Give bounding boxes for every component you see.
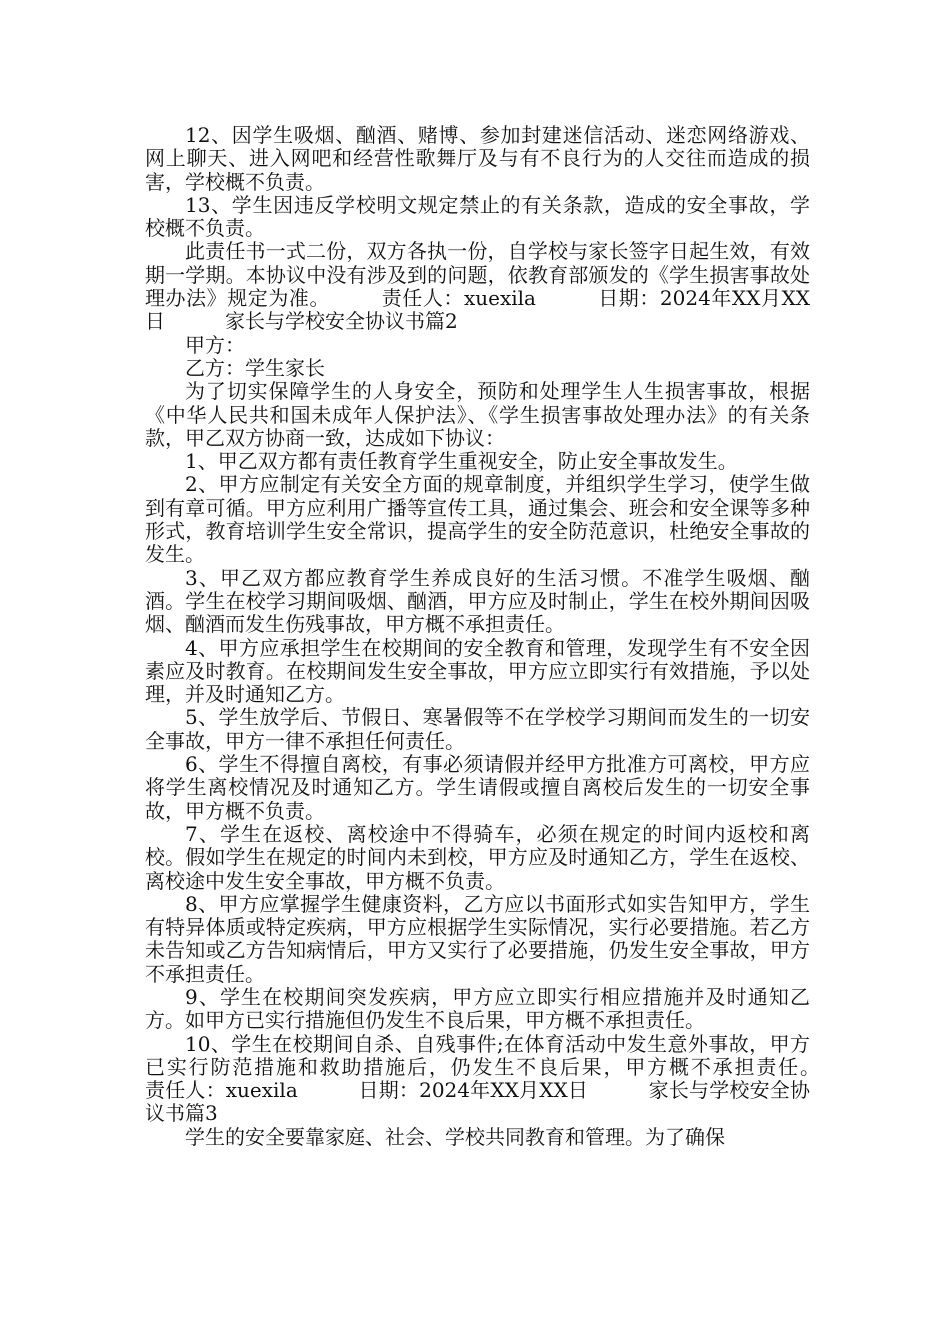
clause-9: 9、学生在校期间突发疾病，甲方应立即实行相应措施并及时通知乙方。如甲方已实行措施但仍发生不良后果，甲方概不承担责任。	[145, 984, 810, 1033]
section-3-intro: 学生的安全要靠家庭、社会、学校共同教育和管理。为了确保	[185, 1124, 725, 1149]
clause-10: 10、学生在校期间自杀、自残事件;在体育活动中发生意外事故，甲方已实行防范措施和救助措施后，仍发生不良后果，甲方概不承担责任。 责任人：xuexila 日期：2024年XX月XX日 家长与学校安全协议书篇3	[145, 1031, 870, 1126]
document-body	[145, 123, 870, 1149]
clause-2: 2、甲方应制定有关安全方面的规章制度，并组织学生学习，使学生做到有章可循。甲方应利用广播等宣传工具，通过集会、班会和安全课等多种形式，教育培训学生安全常识，提高学生的安全防范意识，杜绝安全事故的发生。	[145, 472, 810, 567]
clause-6: 6、学生不得擅自离校，有事必须请假并经甲方批准方可离校，甲方应将学生离校情况及时通知乙方。学生请假或擅自离校后发生的一切安全事故，甲方概不负责。	[145, 752, 810, 823]
party-a-line: 甲方：	[185, 332, 245, 357]
clause-4: 4、甲方应承担学生在校期间的安全教育和管理，发现学生有不安全因素应及时教育。在校期间发生安全事故，甲方应立即实行有效措施，予以处理，并及时通知乙方。	[145, 635, 810, 707]
paragraph-13: 13、学生因违反学校明文规定禁止的有关条款，造成的安全事故，学校概不负责。	[145, 192, 810, 241]
clause-3: 3、甲乙双方都应教育学生养成良好的生活习惯。不准学生吸烟、酗酒。学生在校学习期间吸烟、酗酒，甲方应及时制止，学生在校外期间因吸烟、酗酒而发生伤残事故，甲方概不承担责任。	[145, 565, 810, 637]
paragraph-closing-1: 此责任书一式二份，双方各执一份，自学校与家长签字日起生效，有效期一学期。本协议中没有涉及到的问题，依教育部颁发的《学生损害事故处理办法》规定为准。 责任人：xuexila 日期：2024年XX月XX日 家长与学校安全协议书篇2	[145, 239, 810, 334]
clause-1: 1、甲乙双方都有责任教育学生重视安全，防止安全事故发生。	[185, 449, 738, 474]
clause-7: 7、学生在返校、离校途中不得骑车，必须在规定的时间内返校和离校。假如学生在规定的时间内未到校，甲方应及时通知乙方，学生在返校、离校途中发生安全事故，甲方概不负责。	[145, 821, 810, 893]
preamble-paragraph: 为了切实保障学生的人身安全，预防和处理学生人生损害事故，根据《中华人民共和国未成年人保护法》、《学生损害事故处理办法》的有关条款，甲乙双方协商一致，达成如下协议：	[145, 379, 810, 450]
paragraph-12: 12、因学生吸烟、酗酒、赌博、参加封建迷信活动、迷恋网络游戏、网上聊天、进入网吧和经营性歌舞厅及与有不良行为的人交往而造成的损害，学校概不负责。	[145, 123, 810, 194]
party-b-line: 乙方：学生家长	[185, 355, 325, 380]
clause-5: 5、学生放学后、节假日、寒暑假等不在学校学习期间而发生的一切安全事故，甲方一律不承担任何责任。	[145, 705, 810, 753]
clause-8: 8、甲方应掌握学生健康资料，乙方应以书面形式如实告知甲方，学生有特异体质或特定疾病，甲方应根据学生实际情况，实行必要措施。若乙方未告知或乙方告知病情后，甲方又实行了必要措施，仍发生安全事故，甲方不承担责任。	[145, 891, 810, 986]
